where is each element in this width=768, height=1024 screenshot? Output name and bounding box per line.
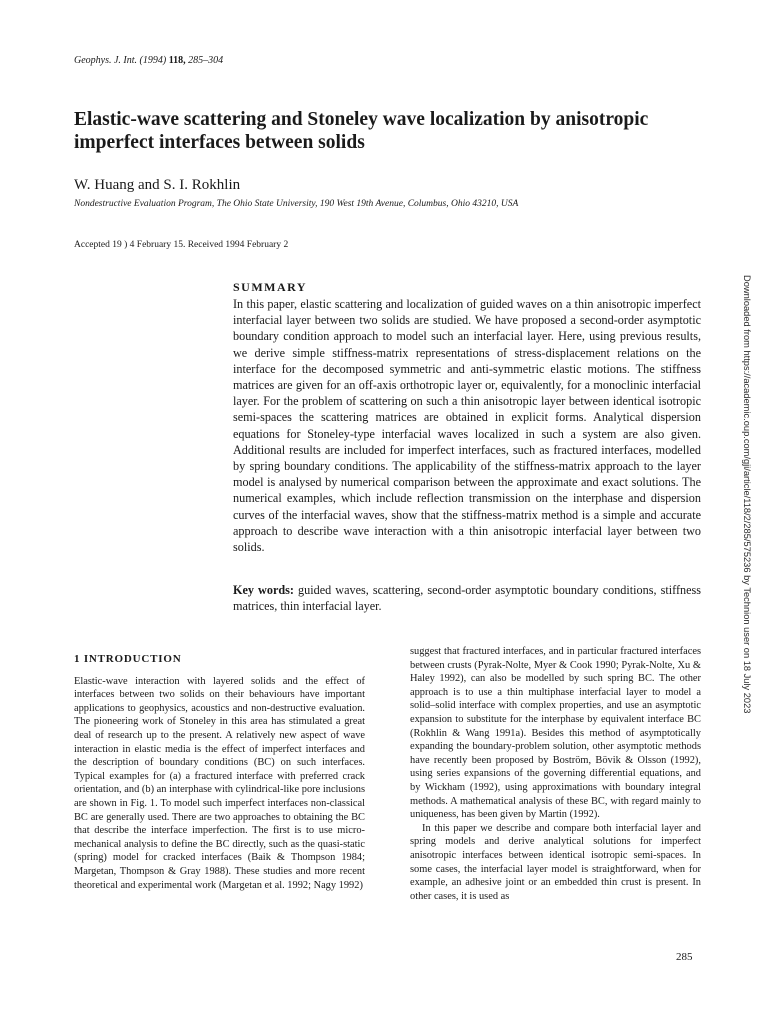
page-number: 285	[676, 951, 693, 963]
journal-citation	[74, 55, 223, 66]
keywords	[233, 582, 701, 614]
intro-heading: 1 INTRODUCTION	[74, 653, 182, 665]
article-title: Elastic-wave scattering and Stoneley wave localization by anisotropic imperfect interfaces between solids	[74, 109, 649, 153]
journal-year: (1994)	[139, 55, 167, 66]
intro-paragraph-1-continued: suggest that fractured interfaces, and in particular fractured interfaces between crusts (Pyrak-Nolte, Myer & Cook 1990; Pyrak-Nolte, Xu & Haley 1992), can also be modelled by such spring BC. The other approach is to use a thin multiphase interfacial layer to model a solid–solid interface with complex properties, and use an asymptotic expansion to substitute for the interphase by equivalent interface BC (Rokhlin & Wang 1991a). Besides this method of asymptotically expanding the boundary-problem solution, other asymptotic methods have recently been proposed by Boström, Bövik & Olsson (1992), using series expansions of the governing differential equations, and by Wickham (1992), using approximations with boundary integral methods. A mathematical analysis of these BC, with regard mainly to uniqueness, has been given by Martin (1992).	[410, 646, 701, 821]
journal-volume: 118,	[168, 55, 186, 66]
affiliation: Nondestructive Evaluation Program, The Ohio State University, 190 West 19th Avenue, Columbus, Ohio 43210, USA	[74, 199, 519, 209]
summary-text: In this paper, elastic scattering and localization of guided waves on a thin anisotropic imperfect interfacial layer between two solids are studied. We have proposed a second-order asymptotic boundary condition approach to model such an interfacial layer. Here, using previous results, we derive simple stiffness-matrix representations of stress-displacement relations on the interface for the decomposed symmetric and anti-symmetric elastic motions. The stiffness matrices are given for an off-axis orthotropic layer or, equivalently, for a monoclinic interfacial layer. For the problem of scattering on such a thin anisotropic layer between identical isotropic semi-spaces the scattering matrices are obtained in explicit forms. Analytical dispersion equations for Stoneley-type interfacial waves localized in such a system are also given. Additional results are included for imperfect interfaces, such as fractured interfaces, modelled by spring boundary conditions. The applicability of the stiffness-matrix approach to the layer model is analysed by numerical comparison between the approximate and exact solutions. The numerical examples, which include reflection transmission on the interphase and dispersion curves of the interfacial waves, show that the stiffness-matrix method is a simple and accurate approach to describe wave interaction with a thin anisotropic interfacial layer between two solids.	[233, 297, 701, 555]
publication-dates: Accepted 19 ) 4 February 15. Received 1994 February 2	[74, 240, 289, 250]
journal-pages: 285–304	[188, 55, 224, 66]
intro-right-column	[410, 645, 701, 903]
journal-name: Geophys. J. Int.	[74, 55, 138, 66]
download-watermark: Downloaded from https://academic.oup.com/gji/article/118/2/285/575236 by Technion user on 18 July 2023	[742, 275, 752, 714]
intro-paragraph-1: Elastic-wave interaction with layered solids and the effect of interfaces between two solids on their behaviours have important applications to geophysics, acoustics and non-destructive evaluation. The pioneering work of Stoneley in this area has stimulated a great deal of research up to the present. A relatively new aspect of wave interaction in elastic media is the effect of imperfect interfaces and the description of boundary conditions (BC) on such interfaces. Typical examples for (a) a fractured interface with preferred crack orientation, and (b) an interphase with cylindrical-like pore inclusions are shown in Fig. 1. To model such imperfect interfaces non-classical BC are generally used. There are two approaches to obtaining the BC that describe the interface imperfection. The first is to use micro-mechanical analysis to define the BC directly, such as the quasi-static (spring) model for cracked interfaces (Baik & Thompson 1984; Margetan, Thompson & Gray 1988). These studies and more recent theoretical and experimental work (Margetan et al. 1992; Nagy 1992)	[74, 675, 365, 891]
authors: W. Huang and S. I. Rokhlin	[74, 177, 241, 193]
intro-paragraph-2: In this paper we describe and compare both interfacial layer and spring models and derive analytical solutions for imperfect anisotropic interfaces between identical isotropic semi-spaces. In some cases, the interfacial layer model is straightforward, when for example, an adhesive joint or an embedded thin crust is present. In other cases, it is used as	[410, 822, 701, 902]
summary-section	[233, 280, 701, 555]
summary-heading: SUMMARY	[233, 280, 308, 294]
intro-left-column	[74, 653, 365, 892]
keywords-text: guided waves, scattering, second-order asymptotic boundary conditions, stiffness matrices, thin interfacial layer.	[233, 583, 702, 614]
keywords-label: Key words:	[233, 583, 294, 597]
